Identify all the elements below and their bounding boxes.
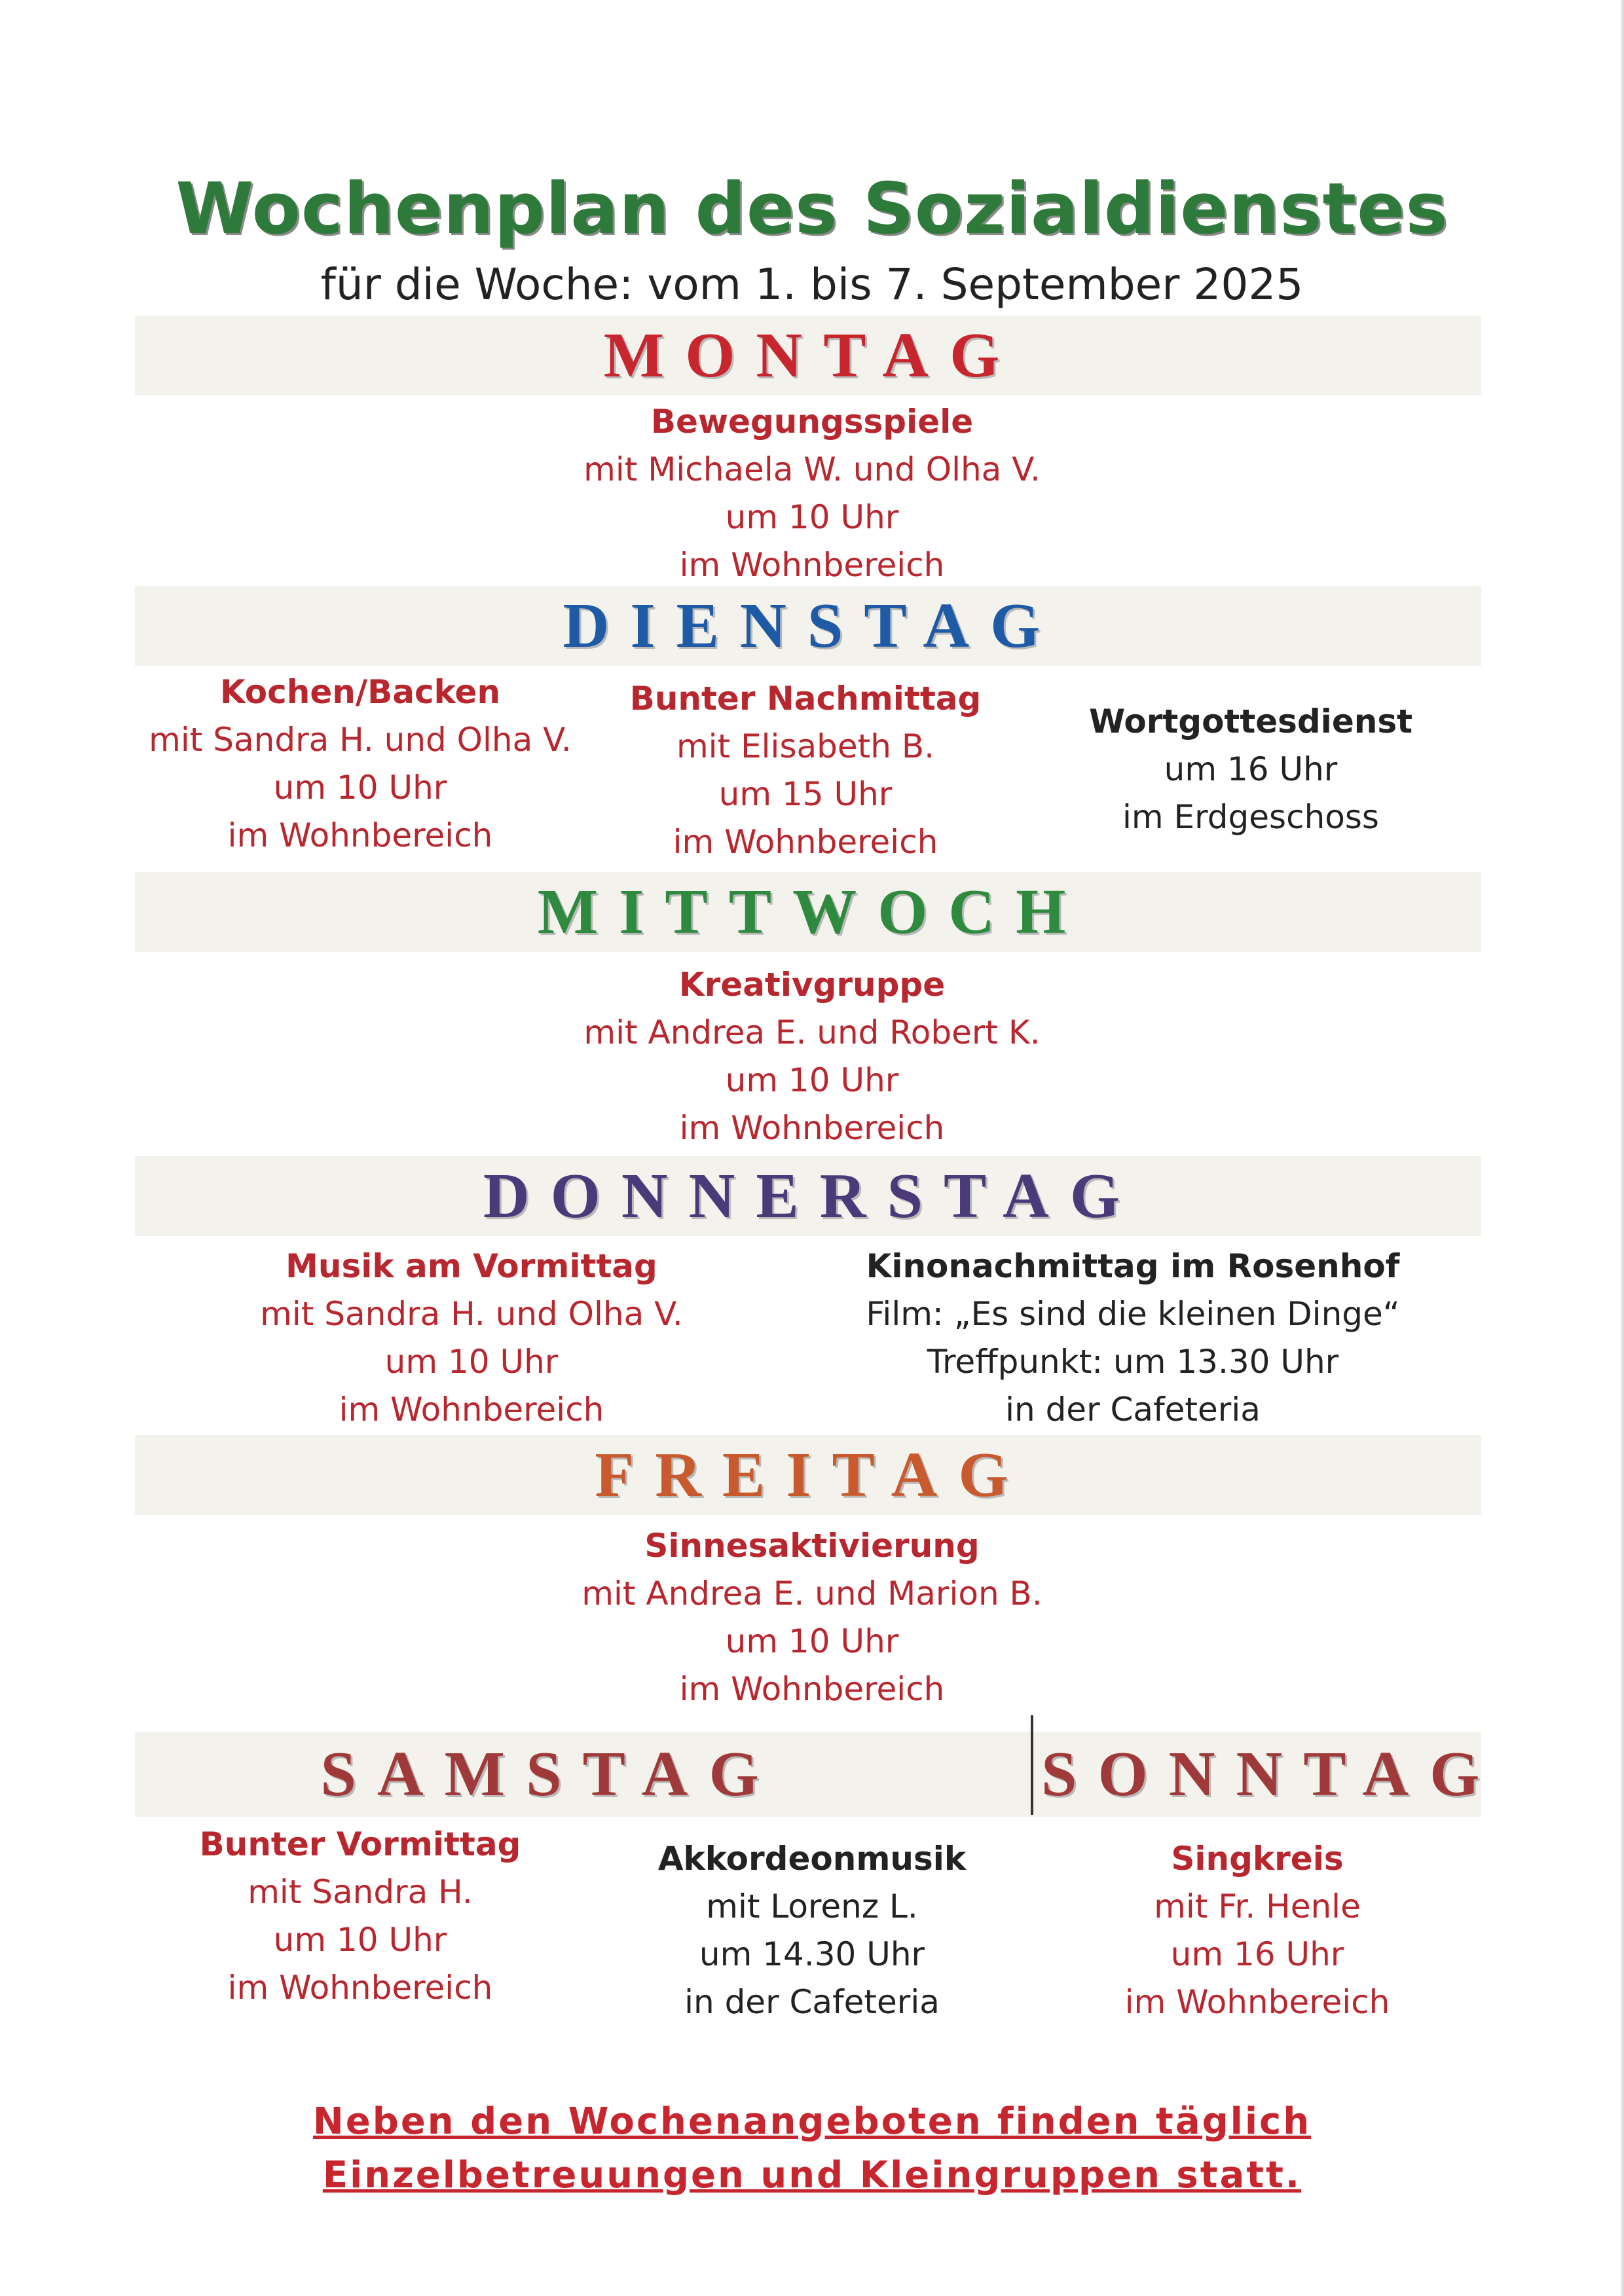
event-with: mit Lorenz L. <box>706 1887 918 1925</box>
day-heading-donnerstag: DONNERSTAG <box>483 1161 1141 1231</box>
event-title: Singkreis <box>1171 1840 1344 1878</box>
event-with: mit Sandra H. und Olha V. <box>149 721 572 759</box>
page-subtitle: für die Woche: vom 1. bis 7. September 2025 <box>320 259 1304 310</box>
day-heading-freitag: FREITAG <box>595 1440 1029 1510</box>
event-title: Sinnesaktivierung <box>644 1527 980 1565</box>
event-title: Musik am Vormittag <box>286 1247 657 1285</box>
event-donnerstag-2 <box>838 1243 1428 1434</box>
event-title: Kinonachmittag im Rosenhof <box>866 1247 1400 1285</box>
event-title: Bunter Vormittag <box>199 1825 521 1863</box>
event-place: im Wohnbereich <box>339 1391 604 1429</box>
event-montag-1 <box>485 398 1139 589</box>
day-heading-sonntag: SONNTAG <box>1041 1739 1501 1810</box>
event-time: um 10 Uhr <box>725 1622 899 1660</box>
event-time: um 10 Uhr <box>725 498 899 536</box>
event-time: um 16 Uhr <box>1170 1935 1344 1973</box>
event-title: Wortgottesdienst <box>1089 702 1412 740</box>
event-time: um 15 Uhr <box>718 775 893 813</box>
event-freitag-1 <box>485 1522 1139 1713</box>
event-place: im Wohnbereich <box>673 823 938 861</box>
day-heading-mittwoch: MITTWOCH <box>537 877 1087 947</box>
event-title: Akkordeonmusik <box>657 1840 967 1878</box>
day-heading-samstag: SAMSTAG <box>320 1739 780 1810</box>
event-place: im Wohnbereich <box>227 1969 493 2007</box>
event-time: um 10 Uhr <box>384 1343 559 1381</box>
event-dienstag-3 <box>1022 698 1480 841</box>
event-samstag-1 <box>144 1821 576 2012</box>
event-mittwoch-1 <box>485 961 1139 1152</box>
footer-line-1: Neben den Wochenangeboten finden täglich <box>312 2100 1312 2143</box>
event-title: Kochen/Backen <box>219 673 501 711</box>
event-place: im Wohnbereich <box>679 1109 945 1147</box>
event-film: Film: „Es sind die kleinen Dinge“ <box>866 1295 1400 1333</box>
event-title: Kreativgruppe <box>678 966 946 1004</box>
event-title: Bunter Nachmittag <box>629 680 982 718</box>
event-time: um 10 Uhr <box>273 769 447 807</box>
day-heading-dienstag: DIENSTAG <box>563 591 1061 661</box>
event-place: im Wohnbereich <box>679 546 945 584</box>
page-title: Wochenplan des Sozialdienstes <box>175 168 1449 250</box>
event-time: Treffpunkt: um 13.30 Uhr <box>927 1343 1339 1381</box>
event-place: in der Cafeteria <box>1005 1391 1261 1429</box>
event-with: mit Elisabeth B. <box>676 727 935 765</box>
event-with: mit Sandra H. und Olha V. <box>260 1295 683 1333</box>
event-with: mit Michaela W. und Olha V. <box>583 450 1041 488</box>
event-dienstag-1 <box>124 668 596 860</box>
event-sonntag-1 <box>1048 1835 1467 2026</box>
event-place: im Wohnbereich <box>227 816 493 854</box>
day-heading-montag: MONTAG <box>603 320 1021 391</box>
event-place: in der Cafeteria <box>684 1983 940 2021</box>
event-place: im Wohnbereich <box>1124 1983 1390 2021</box>
event-time: um 10 Uhr <box>725 1061 899 1099</box>
event-with: mit Sandra H. <box>248 1873 473 1911</box>
event-samstag-2 <box>602 1835 1022 2026</box>
event-with: mit Andrea E. und Robert K. <box>583 1013 1041 1051</box>
event-dienstag-2 <box>576 675 1035 866</box>
event-time: um 16 Uhr <box>1164 750 1338 788</box>
footer-line-2: Einzelbetreuungen und Kleingruppen statt. <box>322 2154 1302 2196</box>
event-title: Bewegungsspiele <box>650 403 974 441</box>
event-time: um 10 Uhr <box>273 1921 447 1959</box>
weekend-divider <box>1031 1715 1033 1815</box>
event-place: im Wohnbereich <box>679 1670 945 1708</box>
event-with: mit Fr. Henle <box>1154 1887 1361 1925</box>
event-donnerstag-1 <box>242 1243 701 1434</box>
footer-note <box>0 2095 1624 2202</box>
event-time: um 14.30 Uhr <box>699 1935 925 1973</box>
event-place: im Erdgeschoss <box>1122 798 1379 836</box>
event-with: mit Andrea E. und Marion B. <box>581 1575 1043 1613</box>
